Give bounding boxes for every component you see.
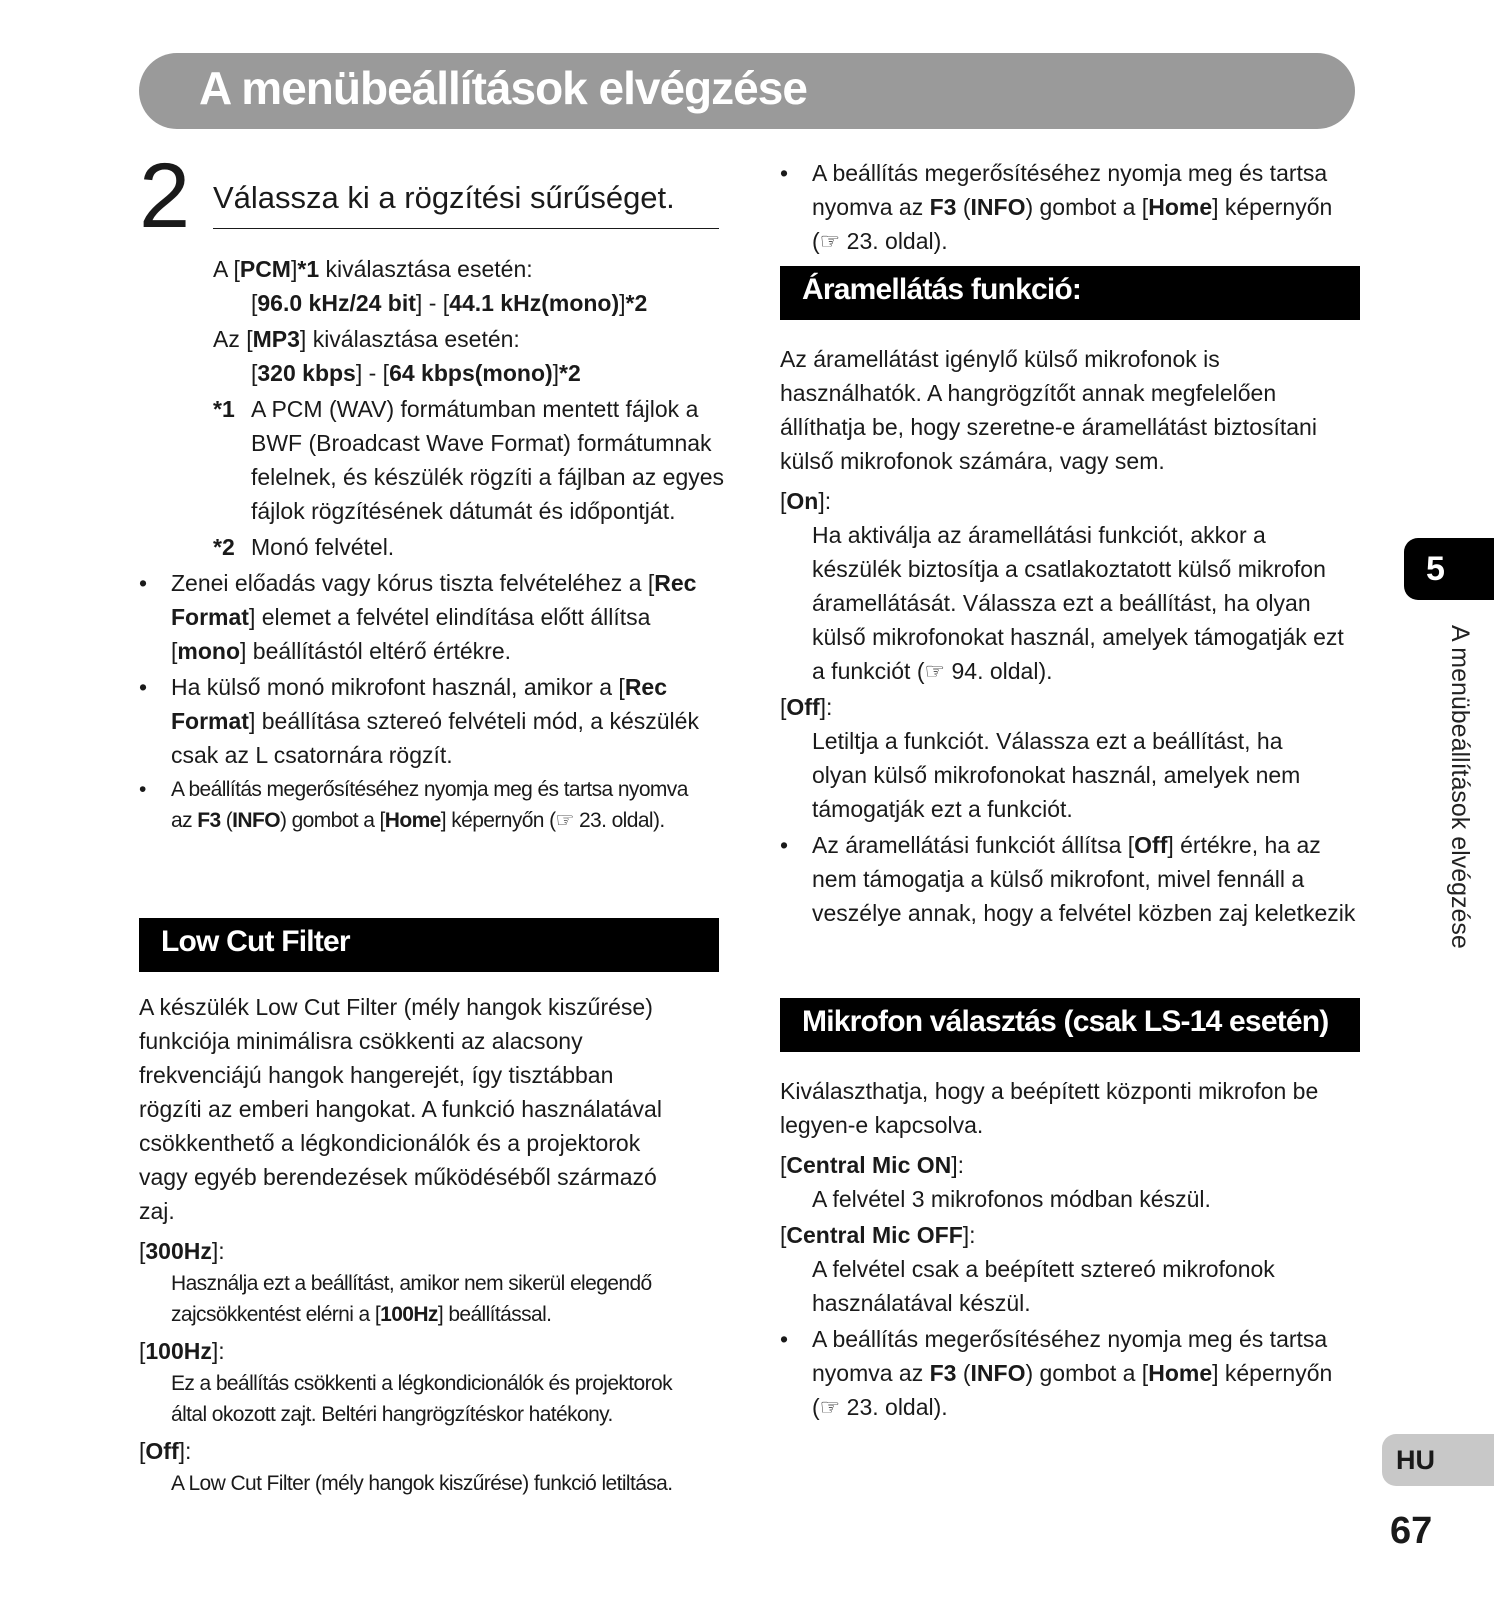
central-mic-on-desc: A felvétel 3 mikrofonos módban készül. [812,1186,1211,1212]
central-mic-off-label: [Central Mic OFF]: [780,1222,976,1248]
step-title: Válassza ki a rögzítési sűrűséget. [213,178,719,229]
format-options [139,252,725,836]
option-300hz-label: [300Hz]: [139,1238,225,1264]
low-cut-description: A készülék Low Cut Filter (mély hangok kiszűrése) funkciója minimálisra csökkenti az alacsony frekvenciájú hangok hangerejét, így tisztábban rögzíti az emberi hangokat. A funkció használatával csökkenthető a légkondicionálók és a projektorok vagy egyéb berendezések működéséből származó zaj. [300Hz]: Használja ezt a beállítást, amikor nem sikerül elegendő zajcsökkentést elérni a [100Hz] beállítással. [100Hz]: Ez a beállítás csökkenti a légkondicionálók és projektorok által okozott zajt. Beltéri hangrögzítéskor hatékony. [Off]: A Low Cut Filter (mély hangok kiszűrése) funkció letiltása. [139,990,719,1499]
option-off-desc: A Low Cut Filter (mély hangok kiszűrése) funkció letiltása. [171,1472,673,1495]
pcm-intro: A [PCM]*1 kiválasztása esetén: [213,256,533,282]
power-description: Az áramellátást igénylő külső mikrofonok is használhatók. A hangrögzítőt annak megfelelően állíthatja be, hogy szeretne-e áramellátást biztosítani külső mikrofonok számára, vagy sem. [On]: Ha aktiválja az áramellátási funkciót, akkor a készülék biztosítja a csatlakoztatott külső mikrofon áramellátását. Válassza ezt a beállítást, ha olyan külső mikrofonokat használ, amelyek támogatják ezt a funkciót (☞ 94. oldal). [Off]: Letiltja a funkciót. Válassza ezt a beállítást, ha olyan külső mikrofonokat használ, amelyek nem támogatják ezt a funkciót. • Az áramellátási funkciót állítsa [Off] értékre, ha az nem támogatja a külső mikrofont, mivel fennáll a veszélye annak, hogy a felvétel közben zaj keletkezik [780,342,1360,930]
footnote-1: *1 A PCM (WAV) formátumban mentett fájlok a BWF (Broadcast Wave Format) formátumnak felelnek, és készülék rögzíti a fájlban az egyes fájlok rögzítésének dátumát és időpontját. [213,396,725,524]
language-tab: HU [1382,1434,1494,1486]
bullet-confirm-setting-bottom: • A beállítás megerősítéséhez nyomja meg és tartsa nyomva az F3 (INFO) gombot a [Home] képernyőn (☞ 23. oldal). [780,1326,1333,1420]
option-off-label: [Off]: [139,1438,192,1464]
central-mic-off-desc: A felvétel csak a beépített sztereó mikrofonok használatával készül. [812,1256,1275,1316]
option-100hz-desc: Ez a beállítás csökkenti a légkondicionálók és projektorok által okozott zajt. Beltéri hangrögzítéskor hatékony. [171,1372,672,1426]
option-100hz-label: [100Hz]: [139,1338,225,1364]
bullet-confirm-setting-top: • A beállítás megerősítéséhez nyomja meg és tartsa nyomva az F3 (INFO) gombot a [Home] képernyőn (☞ 23. oldal). [780,160,1333,254]
section-heading-power: Áramellátás funkció: [780,266,1360,320]
bullet-power-off-warning: • Az áramellátási funkciót állítsa [Off] értékre, ha az nem támogatja a külső mikrofont, mivel fennáll a veszélye annak, hogy a felvétel közben zaj keletkezik [780,832,1356,926]
section-heading-low-cut-filter: Low Cut Filter [139,918,719,972]
mp3-range: [320 kbps] - [64 kbps(mono)]*2 [251,360,581,386]
bullet-rec-format-mono: • Zenei előadás vagy kórus tiszta felvételéhez a [Rec Format] elemet a felvétel elindítása előtt állítsa [mono] beállítástól eltérő értékre. [139,570,697,664]
pcm-range: [96.0 kHz/24 bit] - [44.1 kHz(mono)]*2 [251,290,648,316]
bullet-confirm-setting: • A beállítás megerősítéséhez nyomja meg és tartsa nyomva az F3 (INFO) gombot a [Home] képernyőn (☞ 23. oldal). [139,778,688,832]
chapter-title-vertical: A menübeállítások elvégzése [1446,625,1474,949]
page-number: 67 [1390,1510,1433,1552]
mic-description: Kiválaszthatja, hogy a beépített központi mikrofon be legyen-e kapcsolva. [Central Mic ON]: A felvétel 3 mikrofonos módban készül. [Central Mic OFF]: A felvétel csak a beépített sztereó mikrofonok használatával készül. • A beállítás megerősítéséhez nyomja meg és tartsa nyomva az F3 (INFO) gombot a [Home] képernyőn (☞ 23. oldal). [780,1074,1360,1424]
power-on-desc: Ha aktiválja az áramellátási funkciót, akkor a készülék biztosítja a csatlakoztatott külső mikrofon áramellátását. Válassza ezt a beállítást, ha olyan külső mikrofonokat használ, amelyek támogatják ezt a funkciót (☞ 94. oldal). [812,522,1344,684]
step-number: 2 [139,145,188,247]
section-heading-mic-select: Mikrofon választás (csak LS-14 esetén) [780,998,1360,1052]
central-mic-on-label: [Central Mic ON]: [780,1152,965,1178]
footnote-2: *2 Monó felvétel. [213,534,395,560]
power-on-label: [On]: [780,488,832,514]
option-300hz-desc: Használja ezt a beállítást, amikor nem sikerül elegendő zajcsökkentést elérni a [100Hz] beállítással. [171,1272,652,1326]
power-off-desc: Letiltja a funkciót. Válassza ezt a beállítást, ha olyan külső mikrofonokat használ, amelyek nem támogatják ezt a funkciót. [812,728,1301,822]
mp3-intro: Az [MP3] kiválasztása esetén: [213,326,520,352]
page-header-bar [139,53,1355,129]
bullet-external-mono-mic: • Ha külső monó mikrofont használ, amikor a [Rec Format] beállítása sztereó felvételi mód, a készülék csak az L csatornára rögzít. [139,674,699,768]
power-off-label: [Off]: [780,694,833,720]
page-title: A menübeállítások elvégzése [199,62,807,114]
chapter-tab: 5 [1404,538,1494,600]
